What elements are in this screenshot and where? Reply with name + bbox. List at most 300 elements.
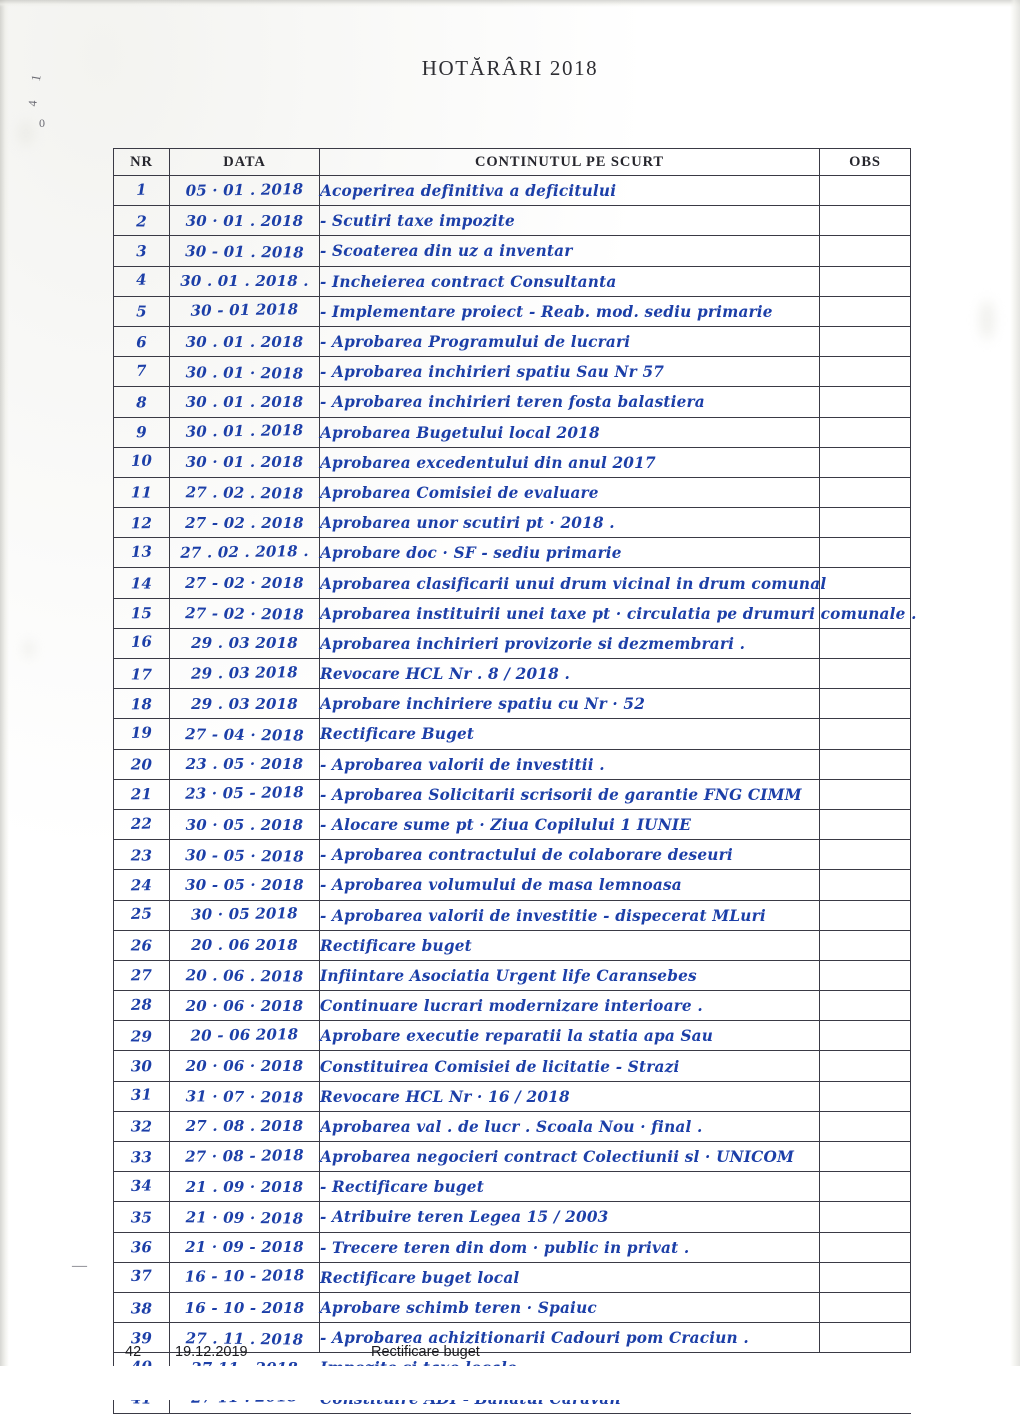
row-date-cell-text: 21 · 09 - 2018: [185, 1238, 304, 1257]
row-number-cell-text: 26: [130, 936, 153, 956]
row-date-cell: [170, 689, 320, 719]
row-content-cell: [320, 538, 820, 568]
row-number-cell-text: 8: [135, 393, 147, 412]
row-number-cell-text: 4: [135, 270, 148, 290]
row-content-cell-text: - Aprobarea valorii de investitii .: [320, 754, 605, 774]
row-date-cell: [170, 236, 320, 266]
row-content-cell-text: Rectificare buget local: [320, 1267, 520, 1287]
row-content-cell-text: - Aprobarea volumului de masa lemnoasa: [320, 875, 682, 895]
row-number-cell: [114, 417, 170, 447]
row-date-cell-text: 29 . 03 2018: [191, 694, 298, 713]
table-row: [114, 296, 911, 326]
row-number-cell: [114, 508, 170, 538]
row-date-cell-text: 30 · 01 . 2018: [185, 453, 304, 472]
table-row: [114, 628, 911, 658]
row-date-cell: [170, 326, 320, 356]
row-content-cell-text: Revocare HCL Nr · 16 / 2018: [320, 1086, 570, 1106]
row-number-cell: [114, 991, 170, 1021]
row-content-cell: [320, 1172, 820, 1202]
row-date-cell-text: 30 . 01 · 2018: [185, 362, 304, 383]
table-row: [114, 447, 911, 477]
table-row: [114, 1172, 911, 1202]
row-number-cell-text: 24: [130, 876, 153, 895]
row-number-cell-text: 35: [130, 1208, 153, 1227]
row-number-cell-text: 18: [130, 694, 153, 714]
table-row: [114, 659, 911, 689]
row-date-cell: [170, 477, 320, 507]
row-date-cell-text: 30 . 01 . 2018: [185, 392, 304, 411]
row-content-cell: [320, 477, 820, 507]
row-content-cell-text: - Scoaterea din uz a inventar: [320, 241, 573, 261]
row-content-cell-text: Revocare HCL Nr . 8 / 2018 .: [320, 664, 571, 684]
row-number-cell: [114, 598, 170, 628]
row-obs-cell: [820, 870, 911, 900]
row-content-cell: [320, 689, 820, 719]
row-content-cell: [320, 206, 820, 236]
typed-entry-content: Rectificare buget: [371, 1344, 480, 1360]
column-header-nr: NR: [114, 149, 170, 176]
row-content-cell-text: Aprobarea negocieri contract Colectiunii sl · UNICOM: [320, 1147, 795, 1167]
row-content-cell-text: Aprobarea instituirii unei taxe pt · circulatia pe drumuri comunale .: [320, 603, 917, 623]
row-content-cell: [320, 870, 820, 900]
row-date-cell-text: 20 - 06 2018: [190, 1025, 299, 1045]
row-number-cell: [114, 387, 170, 417]
table-row: [114, 387, 911, 417]
scan-edge-right: [1010, 0, 1020, 1400]
row-number-cell-text: 17: [130, 664, 153, 684]
row-date-cell: [170, 930, 320, 960]
row-content-cell-text: Aprobarea Comisiei de evaluare: [320, 482, 599, 502]
row-number-cell: [114, 779, 170, 809]
table-row: [114, 719, 911, 749]
row-content-cell: [320, 568, 827, 598]
row-obs-cell: [820, 1202, 911, 1232]
row-date-cell: [170, 296, 320, 326]
row-date-cell: [170, 1081, 320, 1111]
row-date-cell-text: 21 . 09 · 2018: [185, 1177, 304, 1196]
row-content-cell-text: - Aprobarea Programului de lucrari: [320, 332, 631, 352]
row-date-cell: [170, 538, 320, 568]
row-number-cell: [114, 477, 170, 507]
row-obs-cell: [820, 176, 911, 206]
row-date-cell-text: 23 · 05 - 2018: [185, 783, 304, 804]
row-number-cell-text: 1: [135, 180, 148, 199]
row-date-cell: [170, 900, 320, 930]
row-content-cell-text: Aprobarea unor scutiri pt · 2018 .: [320, 513, 615, 533]
row-number-cell: [114, 840, 170, 870]
row-number-cell: [114, 900, 170, 930]
row-date-cell-text: 30 - 05 · 2018: [185, 875, 304, 894]
table-row: [114, 266, 911, 296]
table-row: [114, 1262, 911, 1292]
row-number-cell: [114, 930, 170, 960]
row-date-cell: [170, 960, 320, 990]
row-number-cell-text: 13: [130, 542, 153, 561]
scan-edge-left: [0, 0, 9, 1400]
table-row: [114, 930, 911, 960]
table-row: [114, 538, 911, 568]
row-number-cell: [114, 1292, 170, 1322]
row-date-cell-text: 29 . 03 2018: [191, 634, 298, 653]
table-row: [114, 176, 911, 206]
row-date-cell-text: 27 . 11 . 2018: [185, 1328, 304, 1349]
row-obs-cell: [820, 477, 911, 507]
row-obs-cell: [820, 1111, 911, 1141]
row-date-cell: [170, 387, 320, 417]
row-content-cell: [320, 1021, 820, 1051]
table-row: [114, 779, 911, 809]
row-number-cell-text: 28: [130, 995, 153, 1014]
table-row: [114, 1232, 911, 1262]
row-number-cell: [114, 1051, 170, 1081]
row-number-cell-text: 6: [136, 332, 147, 351]
row-number-cell-text: 2: [135, 212, 147, 231]
row-number-cell: [114, 296, 170, 326]
row-date-cell-text: 30 . 01 . 2018: [185, 421, 304, 441]
row-content-cell: [320, 960, 820, 990]
typed-entry-row: [113, 1338, 910, 1368]
row-number-cell-text: 5: [135, 302, 147, 321]
row-date-cell-text: 16 - 10 - 2018: [184, 1266, 305, 1287]
row-number-cell: [114, 1021, 170, 1051]
row-obs-cell: [820, 1051, 911, 1081]
row-obs-cell: [820, 357, 911, 387]
row-obs-cell: [820, 840, 911, 870]
row-content-cell: [320, 326, 820, 356]
row-number-cell-text: 30: [130, 1057, 153, 1076]
row-number-cell-text: 9: [136, 423, 147, 442]
row-content-cell: [320, 1262, 820, 1292]
row-date-cell-text: 27 - 02 · 2018: [185, 604, 304, 624]
row-number-cell: [114, 749, 170, 779]
row-date-cell-text: 31 · 07 · 2018: [185, 1087, 304, 1107]
table-row: [114, 1142, 911, 1172]
row-obs-cell: [820, 628, 911, 658]
row-number-cell: [114, 538, 170, 568]
row-content-cell: [320, 779, 820, 809]
table-row: [114, 1202, 911, 1232]
scan-edge-top: [0, 0, 1020, 7]
row-number-cell-text: 27: [130, 966, 153, 985]
row-content-cell-text: - Scutiri taxe impozite: [320, 211, 515, 231]
row-date-cell-text: 30 . 01 . 2018 .: [180, 272, 309, 291]
row-number-cell-text: 29: [130, 1027, 153, 1046]
row-date-cell-text: 27 - 04 · 2018: [185, 725, 304, 745]
row-date-cell-text: 30 · 05 . 2018: [185, 815, 304, 834]
row-date-cell-text: 20 . 06 2018: [191, 936, 298, 955]
row-content-cell-text: Aprobare executie reparatii la statia apa Sau: [320, 1026, 714, 1046]
row-content-cell-text: Infiintare Asociatia Urgent life Caransebes: [320, 965, 697, 985]
row-obs-cell: [820, 326, 911, 356]
row-date-cell: [170, 1172, 320, 1202]
row-date-cell: [170, 176, 320, 206]
row-number-cell: [114, 1232, 170, 1262]
scan-bottom-strip: [0, 1366, 1020, 1400]
row-date-cell: [170, 779, 320, 809]
row-date-cell: [170, 1292, 320, 1322]
row-date-cell-text: 30 - 01 2018: [190, 300, 299, 321]
row-content-cell: [320, 628, 820, 658]
row-content-cell: [320, 1142, 820, 1172]
column-header-data: DATA: [170, 149, 320, 176]
row-date-cell-text: 30 - 05 · 2018: [185, 845, 304, 866]
row-number-cell-text: 3: [136, 242, 147, 261]
table-row: [114, 508, 911, 538]
row-number-cell-text: 38: [130, 1298, 153, 1318]
row-content-cell-text: Aprobarea Bugetului local 2018: [320, 422, 600, 442]
row-content-cell-text: Aprobare inchiriere spatiu cu Nr · 52: [320, 694, 646, 714]
row-obs-cell: [820, 900, 911, 930]
row-content-cell: [320, 447, 820, 477]
row-number-cell-text: 19: [130, 723, 153, 742]
paper-smudge: [980, 300, 994, 340]
row-number-cell-text: 20: [130, 755, 153, 774]
row-content-cell: [320, 900, 820, 930]
row-number-cell-text: 36: [130, 1238, 153, 1257]
table-row: [114, 991, 911, 1021]
row-date-cell-text: 27 . 08 . 2018: [185, 1117, 304, 1136]
margin-mark-2: 4: [25, 99, 40, 108]
row-number-cell-text: 15: [130, 604, 153, 623]
table-row: [114, 417, 911, 447]
table-row: [114, 1081, 911, 1111]
row-date-cell: [170, 598, 320, 628]
row-content-cell: [320, 719, 820, 749]
row-number-cell-text: 25: [130, 904, 153, 924]
row-number-cell-text: 37: [130, 1266, 153, 1286]
row-content-cell: [320, 930, 820, 960]
row-date-cell: [170, 1262, 320, 1292]
row-date-cell: [170, 1111, 320, 1141]
column-header-obs: OBS: [820, 149, 911, 176]
row-number-cell-text: 39: [130, 1328, 153, 1348]
row-date-cell-text: 30 · 05 2018: [190, 904, 299, 924]
row-date-cell: [170, 266, 320, 296]
row-content-cell: [320, 1232, 820, 1262]
row-content-cell: [320, 1081, 820, 1111]
table-header-row: [114, 149, 911, 176]
row-date-cell: [170, 417, 320, 447]
row-content-cell: [320, 840, 820, 870]
row-date-cell-text: 05 · 01 . 2018: [185, 179, 304, 200]
row-date-cell: [170, 628, 320, 658]
row-content-cell: [320, 991, 820, 1021]
row-content-cell: [320, 387, 820, 417]
row-number-cell-text: 11: [130, 483, 153, 503]
row-obs-cell: [820, 930, 911, 960]
row-number-cell-text: 33: [130, 1147, 153, 1166]
row-obs-cell: [820, 749, 911, 779]
row-date-cell-text: 21 · 09 · 2018: [185, 1208, 304, 1228]
row-number-cell-text: 31: [130, 1085, 153, 1105]
table-row: [114, 689, 911, 719]
row-number-cell-text: 34: [130, 1176, 153, 1195]
row-number-cell: [114, 568, 170, 598]
row-obs-cell: [820, 1081, 911, 1111]
row-date-cell: [170, 357, 320, 387]
row-date-cell: [170, 1051, 320, 1081]
row-content-cell: [320, 357, 820, 387]
row-date-cell: [170, 1202, 320, 1232]
row-number-cell-text: 22: [130, 813, 153, 833]
table-row: [114, 477, 911, 507]
row-date-cell-text: 20 · 06 · 2018: [185, 996, 304, 1015]
table-row: [114, 1051, 911, 1081]
row-number-cell: [114, 659, 170, 689]
row-number-cell: [114, 1081, 170, 1111]
row-obs-cell: [820, 1292, 911, 1322]
table-row: [114, 598, 911, 628]
row-date-cell: [170, 1232, 320, 1262]
row-content-cell-text: Aprobare doc · SF - sediu primarie: [320, 543, 622, 563]
row-obs-cell: [820, 689, 911, 719]
table-row: [114, 960, 911, 990]
row-obs-cell: [820, 659, 911, 689]
margin-mark-1: 1: [27, 73, 44, 83]
row-number-cell-text: 23: [130, 846, 153, 865]
row-obs-cell: [820, 568, 911, 598]
row-obs-cell: [820, 991, 911, 1021]
row-obs-cell: [820, 960, 911, 990]
row-number-cell-text: 10: [130, 451, 153, 471]
paper-smudge: [18, 120, 34, 146]
row-date-cell: [170, 991, 320, 1021]
row-date-cell: [170, 809, 320, 839]
row-date-cell: [170, 870, 320, 900]
row-number-cell: [114, 236, 170, 266]
table-row: [114, 840, 911, 870]
row-content-cell: [320, 809, 820, 839]
row-number-cell: [114, 689, 170, 719]
row-obs-cell: [820, 206, 911, 236]
table-row: [114, 749, 911, 779]
row-content-cell: [320, 659, 820, 689]
row-content-cell: [320, 749, 820, 779]
row-content-cell-text: - Aprobarea inchirieri spatiu Sau Nr 57: [320, 362, 665, 382]
row-date-cell: [170, 568, 320, 598]
table-row: [114, 870, 911, 900]
row-date-cell: [170, 1021, 320, 1051]
row-content-cell-text: Continuare lucrari modernizare interioare .: [320, 996, 703, 1016]
row-content-cell: [320, 296, 820, 326]
row-date-cell-text: 27 . 02 . 2018 .: [180, 541, 309, 562]
typed-entry-date: 19.12.2019: [175, 1344, 248, 1360]
row-date-cell-text: 27 - 02 · 2018: [185, 574, 304, 593]
row-content-cell-text: - Implementare proiect - Reab. mod. sediu primarie: [320, 301, 773, 321]
row-content-cell: [320, 598, 917, 628]
row-content-cell-text: - Aprobarea inchirieri teren fosta balastiera: [320, 392, 705, 412]
row-content-cell-text: Rectificare buget: [320, 935, 472, 955]
row-date-cell: [170, 508, 320, 538]
row-date-cell-text: 27 - 02 . 2018: [185, 513, 304, 532]
row-content-cell-text: - Aprobarea contractului de colaborare deseuri: [320, 845, 733, 865]
row-number-cell: [114, 1202, 170, 1232]
row-content-cell-text: Constituirea Comisiei de licitatie - Strazi: [320, 1056, 680, 1076]
row-date-cell-text: 30 · 01 . 2018: [185, 211, 304, 230]
row-content-cell-text: - Alocare sume pt · Ziua Copilului 1 IUNIE: [320, 815, 692, 835]
row-content-cell: [320, 417, 820, 447]
row-content-cell: [320, 508, 820, 538]
row-content-cell: [320, 1111, 820, 1141]
row-obs-cell: [820, 538, 911, 568]
row-number-cell-text: 14: [130, 574, 153, 593]
row-content-cell-text: Aprobare schimb teren · Spaiuc: [320, 1298, 597, 1318]
row-date-cell: [170, 749, 320, 779]
row-obs-cell: [820, 1262, 911, 1292]
row-content-cell-text: Aprobarea val . de lucr . Scoala Nou · final .: [320, 1116, 703, 1136]
row-number-cell: [114, 1142, 170, 1172]
row-content-cell-text: - Trecere teren din dom · public in privat .: [320, 1237, 690, 1257]
row-date-cell: [170, 659, 320, 689]
paper-smudge: [24, 640, 34, 658]
row-obs-cell: [820, 236, 911, 266]
row-number-cell-text: 32: [130, 1117, 153, 1137]
row-obs-cell: [820, 296, 911, 326]
row-number-cell: [114, 1111, 170, 1141]
column-header-content: CONTINUTUL PE SCURT: [320, 149, 820, 176]
table-row: [114, 809, 911, 839]
row-number-cell: [114, 357, 170, 387]
row-content-cell-text: - Aprobarea valorii de investitie - dispecerat MLuri: [320, 905, 766, 925]
row-content-cell-text: - Atribuire teren Legea 15 / 2003: [320, 1207, 609, 1227]
row-content-cell: [320, 176, 820, 206]
row-number-cell: [114, 809, 170, 839]
row-date-cell-text: 20 · 06 · 2018: [185, 1057, 304, 1076]
row-obs-cell: [820, 719, 911, 749]
row-date-cell-text: 27 · 08 - 2018: [185, 1145, 304, 1166]
table-row: [114, 1292, 911, 1322]
row-date-cell-text: 20 . 06 . 2018: [185, 966, 304, 987]
row-date-cell: [170, 447, 320, 477]
row-obs-cell: [820, 1142, 911, 1172]
row-obs-cell: [820, 387, 911, 417]
row-obs-cell: [820, 1021, 911, 1051]
row-date-cell-text: 30 . 01 . 2018: [185, 332, 304, 351]
row-number-cell: [114, 447, 170, 477]
table-row: [114, 568, 911, 598]
row-date-cell: [170, 1142, 320, 1172]
row-obs-cell: [820, 1172, 911, 1202]
row-date-cell-text: 30 - 01 . 2018: [185, 242, 304, 262]
row-number-cell: [114, 266, 170, 296]
row-content-cell-text: - Rectificare buget: [320, 1177, 484, 1197]
row-number-cell: [114, 960, 170, 990]
row-obs-cell: [820, 266, 911, 296]
row-number-cell: [114, 628, 170, 658]
row-content-cell-text: - Incheierea contract Consultanta: [320, 271, 617, 291]
row-number-cell: [114, 1262, 170, 1292]
margin-mark-4: —: [72, 1258, 87, 1274]
row-number-cell-text: 21: [130, 785, 153, 804]
hotarari-register-table: [113, 148, 917, 1414]
margin-mark-3: 0: [39, 116, 45, 130]
page-title: HOTĂRÂRI 2018: [421, 56, 599, 80]
table-row: [114, 357, 911, 387]
row-obs-cell: [820, 447, 911, 477]
row-number-cell-text: 12: [130, 513, 153, 532]
row-number-cell-text: 16: [130, 632, 153, 652]
typed-entry-nr: 42: [125, 1344, 142, 1360]
table-row: [114, 1111, 911, 1141]
row-content-cell-text: Acoperirea definitiva a deficitului: [320, 181, 617, 201]
table-row: [114, 236, 911, 266]
row-content-cell-text: Rectificare Buget: [320, 724, 475, 744]
row-date-cell-text: 23 . 05 · 2018: [185, 755, 304, 774]
row-content-cell: [320, 1051, 820, 1081]
row-obs-cell: [820, 417, 911, 447]
table-row: [114, 206, 911, 236]
row-obs-cell: [820, 508, 911, 538]
